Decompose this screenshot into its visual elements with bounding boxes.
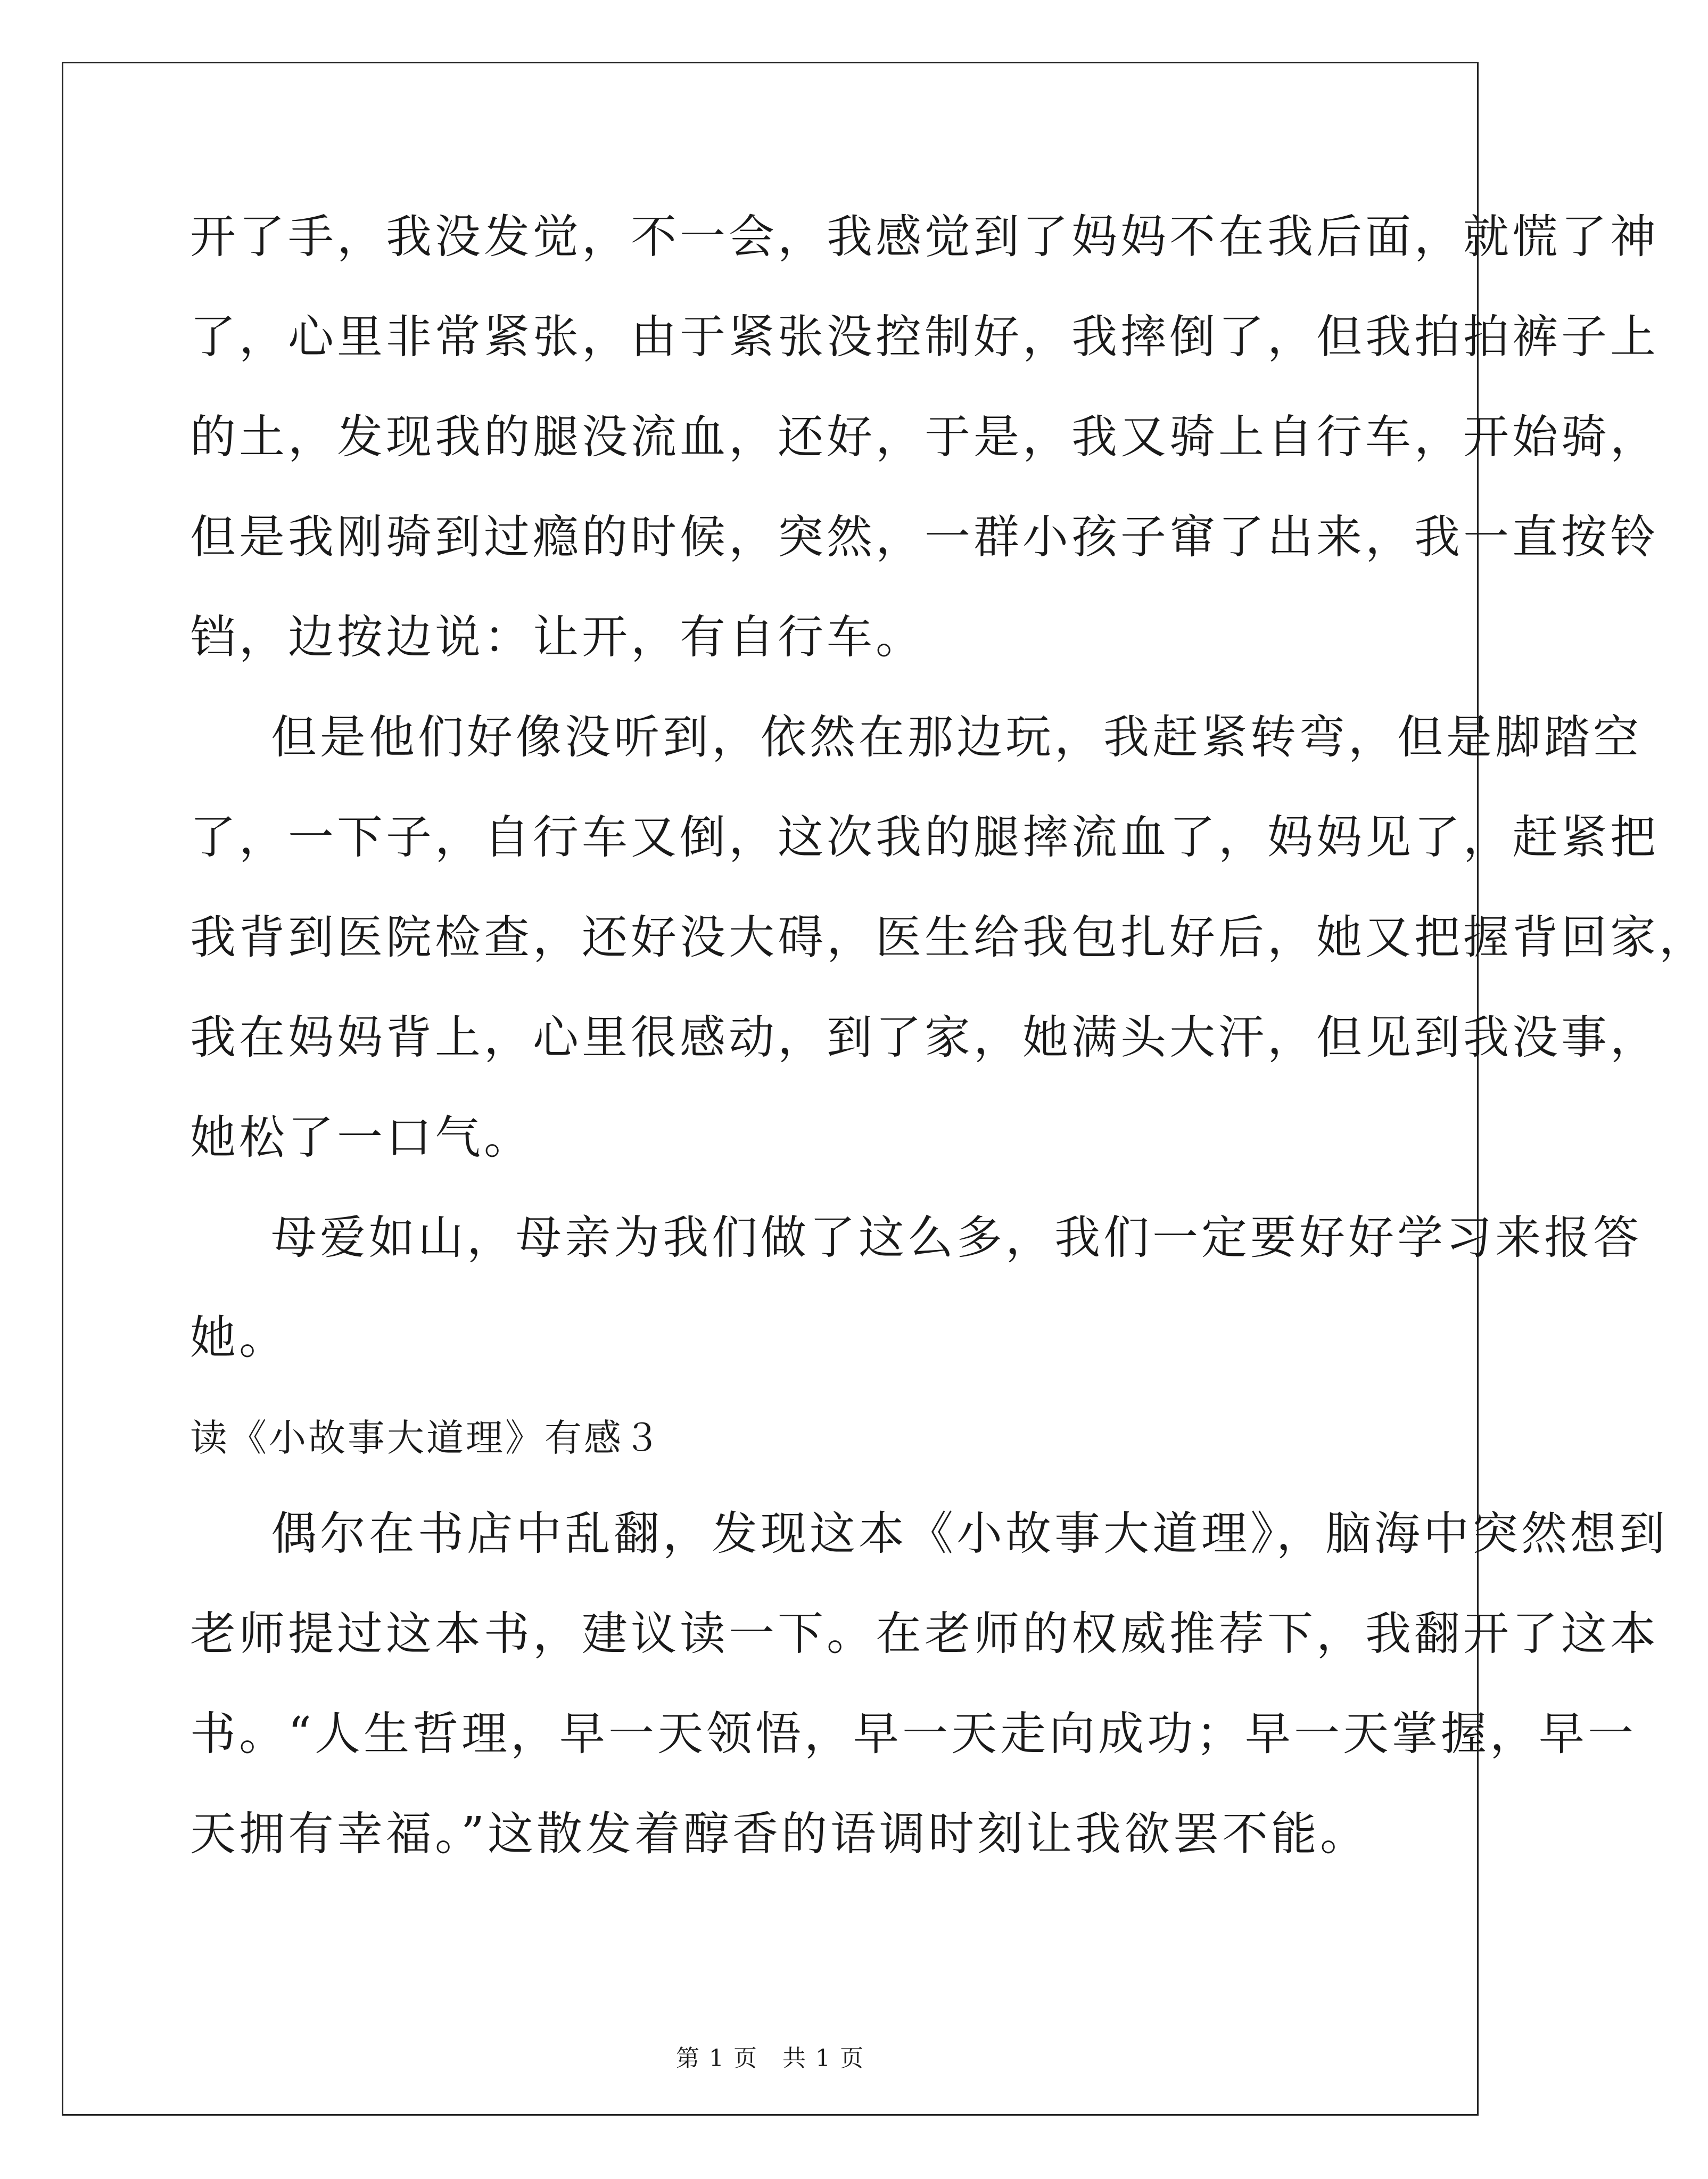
text-line: 了，心里非常紧张，由于紧张没控制好，我摔倒了，但我拍拍裤子上 [190, 310, 1659, 364]
text-line: 老师提过这本书，建议读一下。在老师的权威推荐下，我翻开了这本 [190, 1607, 1659, 1660]
paragraph-1 [190, 210, 1659, 711]
paragraph-3 [190, 1211, 1642, 1411]
text-line: 但是他们好像没听到，依然在那边玩，我赶紧转弯，但是脚踏空 [271, 711, 1642, 764]
text-line: 她。 [190, 1311, 288, 1364]
paragraph-2 [190, 711, 1708, 1211]
text-line: 但是我刚骑到过瘾的时候，突然，一群小孩子窜了出来，我一直按铃 [190, 511, 1659, 564]
document-body [190, 210, 1708, 1907]
section-heading: 读《小故事大道理》有感３ [190, 1416, 663, 1460]
text-line: 的土，发现我的腿没流血，还好，于是，我又骑上自行车，开始骑， [190, 410, 1659, 464]
text-line: 偶尔在书店中乱翻，发现这本《小故事大道理》，脑海中突然想到 [271, 1507, 1668, 1560]
page-number-footer: 第 1 页 共 1 页 [676, 2045, 864, 2072]
text-line: 母爱如山，母亲为我们做了这么多，我们一定要好好学习来报答 [271, 1211, 1642, 1264]
text-line: 了，一下子，自行车又倒，这次我的腿摔流血了，妈妈见了，赶紧把 [190, 811, 1659, 864]
paragraph-4 [190, 1507, 1668, 1907]
text-line: 开了手，我没发觉，不一会，我感觉到了妈妈不在我后面，就慌了神 [190, 210, 1659, 264]
text-line: 天拥有幸福。”这散发着醇香的语调时刻让我欲罢不能。 [190, 1807, 1369, 1861]
text-line: 铛，边按边说：让开，有自行车。 [190, 611, 925, 664]
text-line: 她松了一口气。 [190, 1111, 533, 1164]
text-line: 书。“人生哲理，早一天领悟，早一天走向成功；早一天掌握，早一 [190, 1707, 1637, 1761]
text-line: 我在妈妈背上，心里很感动，到了家，她满头大汗，但见到我没事， [190, 1011, 1659, 1064]
text-line: 我背到医院检查，还好没大碍，医生给我包扎好后，她又把握背回家， [190, 911, 1708, 964]
